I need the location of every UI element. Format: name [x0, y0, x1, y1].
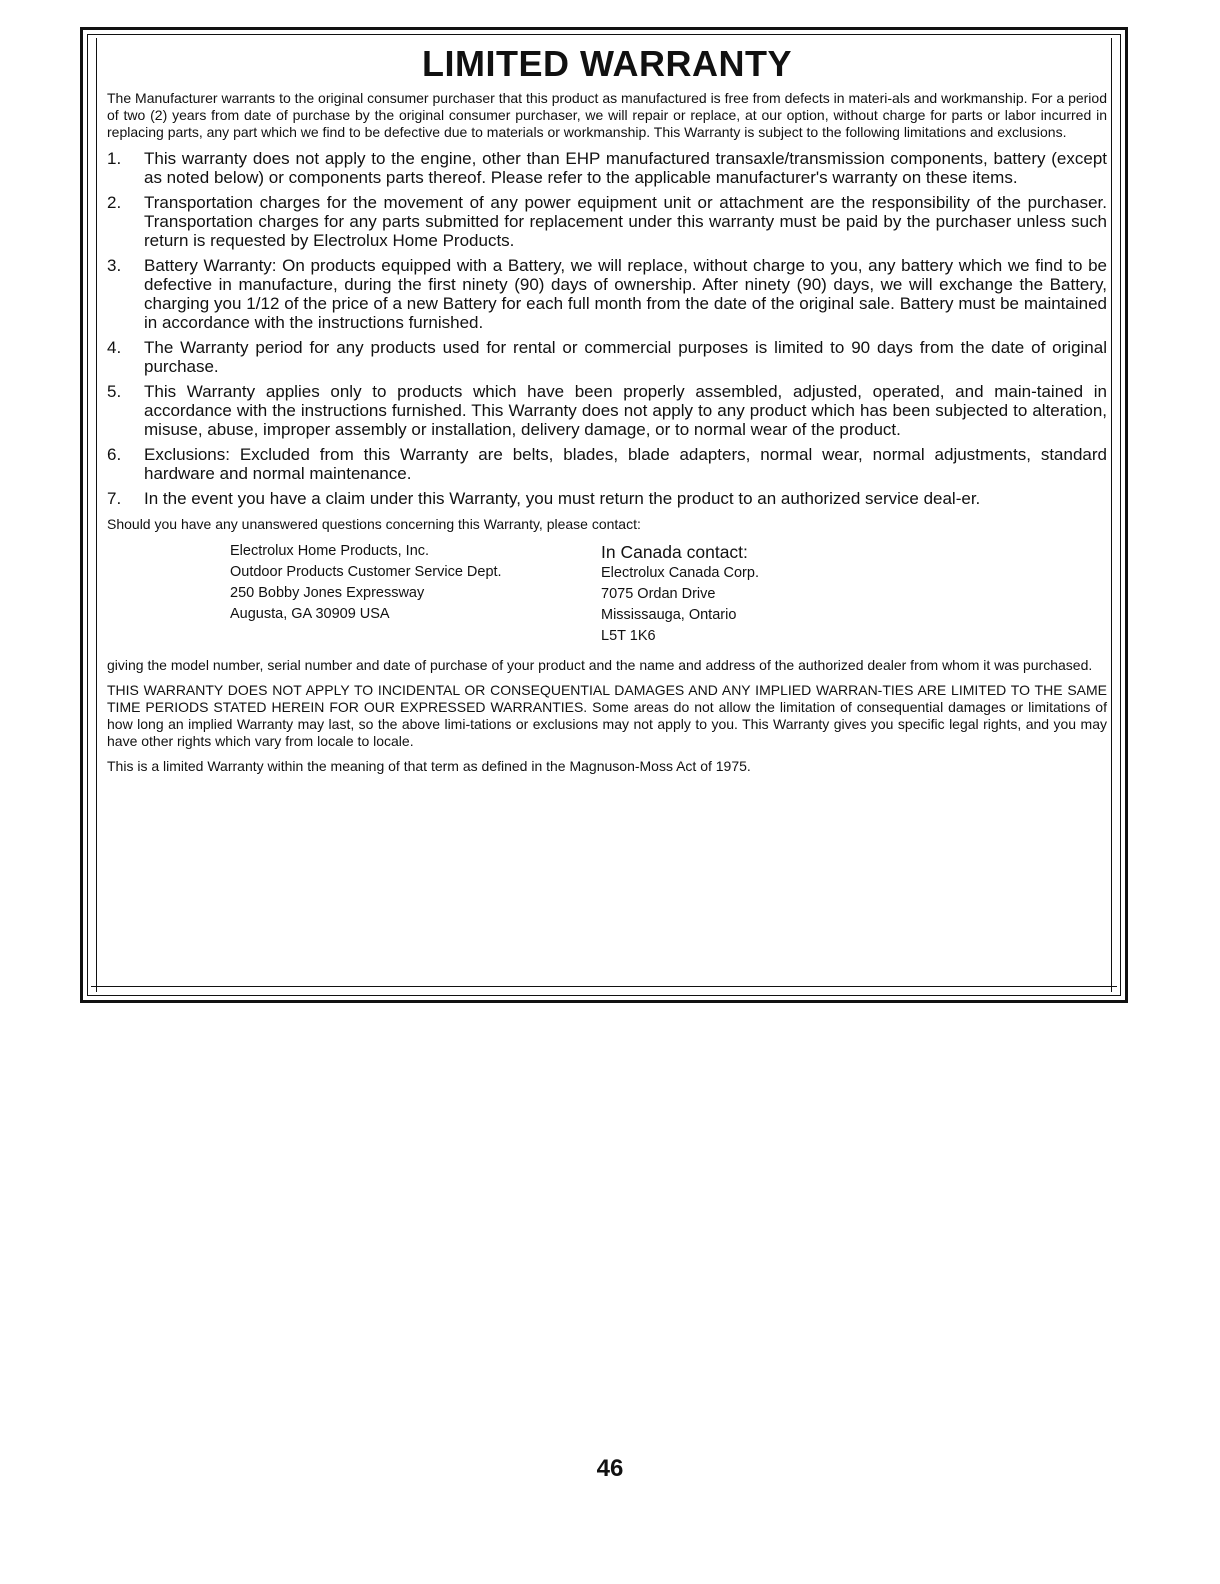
us-address-line: 250 Bobby Jones Expressway	[230, 585, 425, 601]
canada-address-line: Mississauga, Ontario	[601, 607, 737, 623]
warranty-content	[107, 44, 1107, 783]
item-text: Transportation charges for the movement of any power equipment unit or attachment are the responsibility of the purchaser. Transportation charges for any parts submitted for replacement under this warranty must be paid by the purchaser unless such return is requested by Electrolux Home Products.	[144, 193, 1107, 250]
item-number: 7.	[107, 489, 122, 508]
page-title: LIMITED WARRANTY	[422, 43, 792, 84]
list-item	[107, 445, 1107, 483]
canada-address-line: Electrolux Canada Corp.	[601, 565, 759, 581]
list-item	[107, 489, 1107, 508]
addresses	[107, 541, 1107, 647]
us-address-line: Augusta, GA 30909 USA	[230, 606, 390, 622]
contact-prompt: Should you have any unanswered questions concerning this Warranty, please contact:	[107, 516, 641, 532]
item-number: 6.	[107, 445, 122, 464]
us-address	[107, 541, 601, 647]
disclaimer-paragraph: THIS WARRANTY DOES NOT APPLY TO INCIDENTAL OR CONSEQUENTIAL DAMAGES AND ANY IMPLIED WARRAN-TIES ARE LIMITED TO THE SAME TIME PERIODS STATED HEREIN FOR OUR EXPRESSED WARRANTIES. Some areas do not allow the limitation of consequential damages or limitations of how long an implied Warranty may last, so the above limi-tations or exclusions may not apply to you. This Warranty gives you specific legal rights, and you may have other rights which vary from locale to locale.	[107, 682, 1107, 749]
warranty-items	[107, 149, 1107, 508]
list-item	[107, 338, 1107, 376]
intro-paragraph: The Manufacturer warrants to the original consumer purchaser that this product as manufactured is free from defects in materi-als and workmanship. For a period of two (2) years from date of purchase by the original consumer purchaser, we will repair or replace, at our option, without charge for parts or labor incurred in replacing parts, any part which we find to be defective due to materials or workmanship. This Warranty is subject to the following limitations and exclusions.	[107, 90, 1107, 140]
item-number: 2.	[107, 193, 122, 212]
magnuson-moss-paragraph: This is a limited Warranty within the meaning of that term as defined in the Magnuson-Moss Act of 1975.	[107, 758, 751, 774]
item-number: 4.	[107, 338, 122, 357]
item-text: This warranty does not apply to the engine, other than EHP manufactured transaxle/transmission components, battery (except as noted below) or components parts thereof. Please refer to the applicable manufacturer's warranty on these items.	[144, 149, 1107, 187]
list-item	[107, 256, 1107, 332]
item-text: In the event you have a claim under this Warranty, you must return the product to an authorized service deal-er.	[144, 489, 981, 508]
list-item	[107, 193, 1107, 250]
frame-rule-bottom	[91, 986, 1117, 987]
list-item	[107, 382, 1107, 439]
frame-rule-left	[96, 38, 97, 992]
canada-address-line: 7075 Ordan Drive	[601, 586, 716, 602]
list-item	[107, 149, 1107, 187]
canada-contact-label: In Canada contact:	[601, 542, 748, 562]
frame-rule-right	[1111, 38, 1112, 992]
item-text: Exclusions: Excluded from this Warranty are belts, blades, blade adapters, normal wear, normal adjustments, standard hardware and normal maintenance.	[144, 445, 1107, 483]
giving-paragraph: giving the model number, serial number and date of purchase of your product and the name and address of the authorized dealer from whom it was purchased.	[107, 657, 1093, 673]
canada-address	[601, 541, 1107, 647]
us-address-line: Electrolux Home Products, Inc.	[230, 543, 430, 559]
item-number: 1.	[107, 149, 122, 168]
item-text: Battery Warranty: On products equipped with a Battery, we will replace, without charge to you, any battery which we find to be defective in manufacture, during the first ninety (90) days of ownership. After ninety (90) days, we will exchange the Battery, charging you 1/12 of the price of a new Battery for each full month from the date of the original sale. Battery must be maintained in accordance with the instructions furnished.	[144, 256, 1107, 332]
item-text: This Warranty applies only to products which have been properly assembled, adjusted, operated, and main-tained in accordance with the instructions furnished. This Warranty does not apply to any product which has been subjected to alteration, misuse, abuse, improper assembly or installation, delivery damage, or to normal wear of the product.	[144, 382, 1107, 439]
canada-address-line: L5T 1K6	[601, 628, 656, 644]
item-number: 3.	[107, 256, 122, 275]
item-text: The Warranty period for any products used for rental or commercial purposes is limited to 90 days from the date of original purchase.	[144, 338, 1107, 376]
us-address-line: Outdoor Products Customer Service Dept.	[230, 564, 502, 580]
item-number: 5.	[107, 382, 122, 401]
page-number: 46	[596, 1455, 624, 1482]
